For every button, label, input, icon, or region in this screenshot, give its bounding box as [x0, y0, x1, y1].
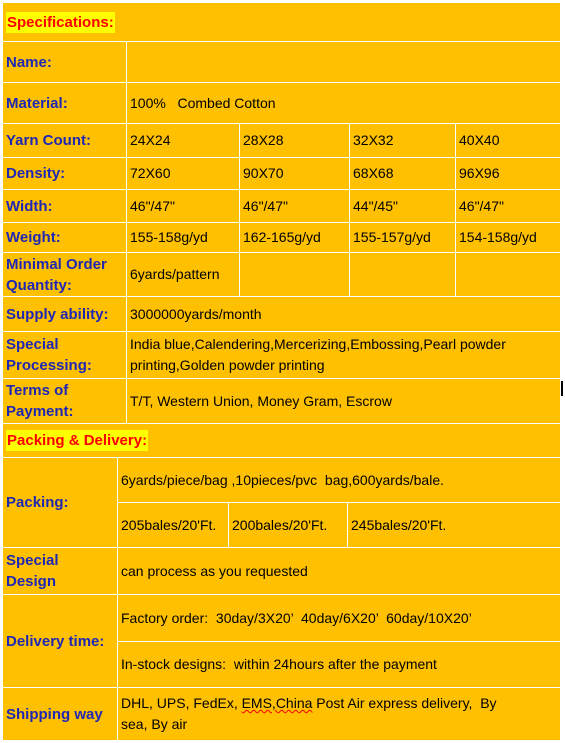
special-design-label — [3, 548, 117, 594]
terms-of-payment-value: T/T, Western Union, Money Gram, Escrow — [130, 392, 392, 409]
shipping-post-air: Post Air express delivery, By — [312, 695, 497, 711]
weight-value: 155-158g/yd — [130, 229, 208, 245]
delivery-factory-order: Factory order: 30day/3X20’ 40day/6X20’ 60day/10X20’ — [121, 609, 472, 626]
density-label: Density: — [6, 165, 66, 182]
width-value: 46"/47" — [459, 197, 504, 214]
special-design-value: can process as you requested — [121, 562, 308, 579]
packing-delivery-heading: Packing & Delivery: — [7, 432, 148, 449]
specifications-heading: Specifications: — [7, 13, 114, 31]
minimal-order-label-line: Quantity: — [6, 276, 72, 294]
yarn-count-value: 24X24 — [130, 132, 171, 148]
supply-ability-value: 3000000yards/month — [130, 305, 262, 322]
special-processing-line: India blue,Calendering,Mercerizing,Embossing,Pearl powder — [130, 336, 506, 352]
packing-value: 6yards/piece/bag ,10pieces/pvc bag,600yards/bale. — [121, 471, 444, 488]
weight-value: 154-158g/yd — [459, 229, 537, 245]
material-value: 100% Combed Cotton — [130, 94, 276, 111]
terms-of-payment-label-line: Terms of — [6, 382, 69, 399]
specifications-heading-cell — [3, 3, 560, 41]
delivery-time-label: Delivery time: — [6, 632, 105, 650]
width-value: 46"/47" — [130, 197, 175, 214]
special-processing-label-line: Special — [6, 336, 59, 353]
special-processing-label — [3, 332, 126, 378]
density-value: 96X96 — [459, 165, 500, 181]
packing-delivery-heading-cell — [3, 424, 560, 457]
yarn-count-label: Yarn Count: — [6, 132, 91, 149]
name-value — [127, 42, 560, 82]
bales-value: 200bales/20'Ft. — [232, 516, 328, 533]
shipping-way-value — [118, 688, 560, 740]
packing-label: Packing: — [6, 494, 69, 511]
yarn-count-value: 28X28 — [243, 132, 284, 148]
minimal-order-value: 6yards/pattern — [130, 266, 220, 282]
shipping-way-line — [121, 693, 497, 714]
minimal-order-label-line: Minimal Order — [6, 255, 107, 273]
bales-value: 245bales/20'Ft. — [351, 516, 447, 533]
shipping-ems-china: EMS,China — [241, 695, 313, 711]
shipping-way-label: Shipping way — [6, 705, 103, 723]
minimal-order-label — [3, 253, 126, 296]
name-label: Name: — [6, 53, 52, 71]
terms-of-payment-label-line: Payment: — [6, 403, 74, 420]
bales-value: 205bales/20'Ft. — [121, 516, 217, 533]
width-label: Width: — [6, 197, 53, 215]
density-value: 68X68 — [353, 165, 394, 181]
special-design-label-line: Special — [6, 552, 59, 569]
width-value: 46"/47" — [243, 197, 288, 214]
weight-label: Weight: — [6, 229, 61, 246]
special-processing-label-line: Processing: — [6, 357, 92, 374]
text-cursor — [561, 381, 563, 396]
weight-value: 155-157g/yd — [353, 229, 431, 245]
weight-value: 162-165g/yd — [243, 229, 321, 245]
shipping-way-line: sea, By air — [121, 716, 188, 732]
density-value: 72X60 — [130, 165, 171, 181]
terms-of-payment-label — [3, 379, 126, 423]
special-processing-value — [127, 332, 560, 378]
special-processing-line: printing,Golden powder printing — [130, 357, 325, 373]
yarn-count-value: 40X40 — [459, 132, 500, 148]
yarn-count-value: 32X32 — [353, 132, 394, 148]
shipping-carriers: DHL, UPS, FedEx, — [121, 695, 242, 711]
material-label: Material: — [6, 94, 68, 112]
delivery-in-stock: In-stock designs: within 24hours after the payment — [121, 656, 437, 672]
width-value: 44"/45" — [353, 197, 398, 214]
special-design-label-line: Design — [6, 573, 57, 590]
supply-ability-label: Supply ability: — [6, 305, 109, 323]
density-value: 90X70 — [243, 165, 284, 181]
